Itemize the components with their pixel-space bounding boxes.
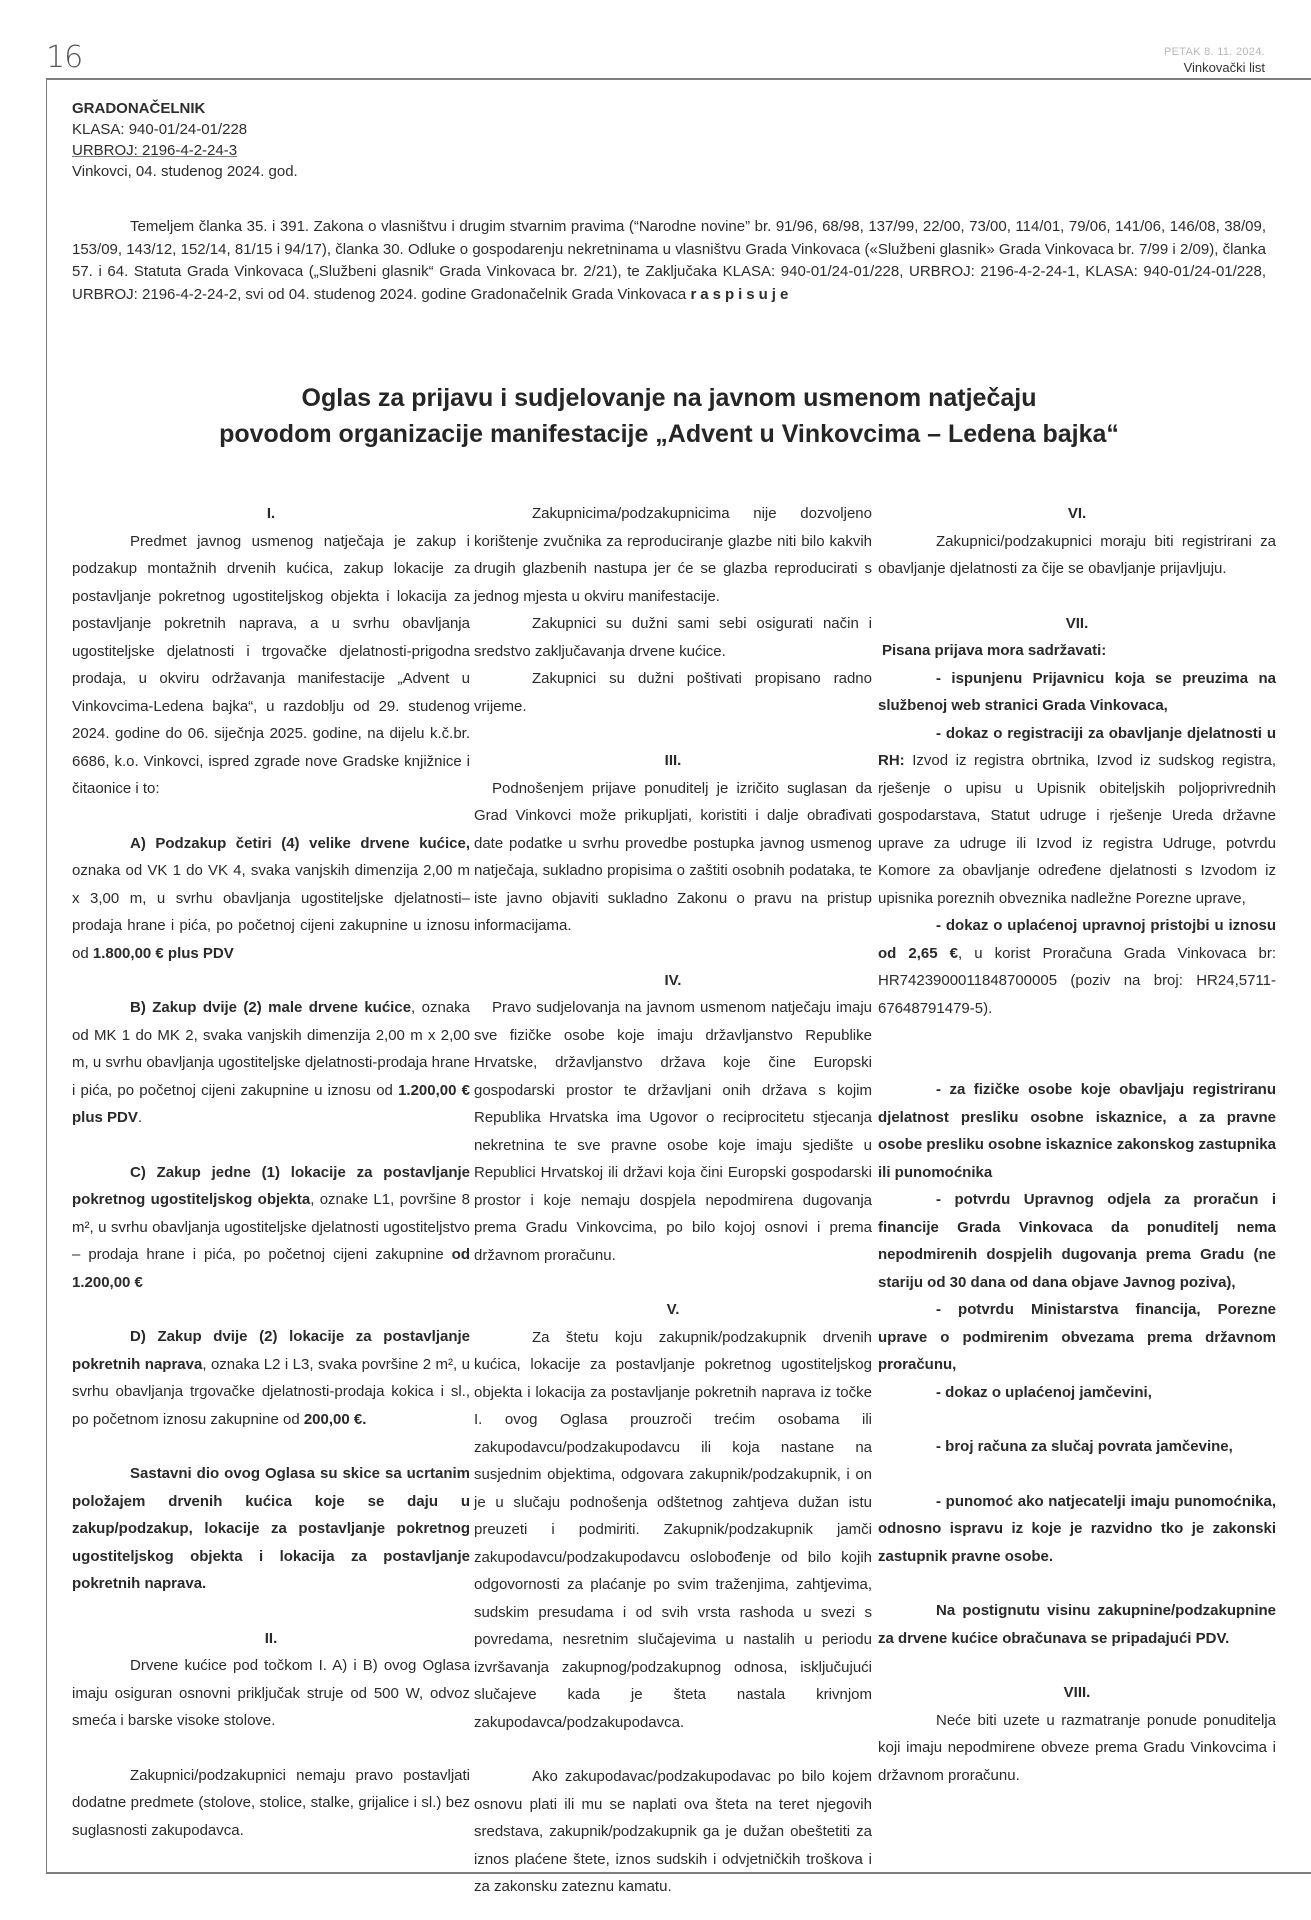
section-5-p2: Ako zakupodavac/podzakupodavac po bilo kojem osnovu plati ili mu se naplati ova šteta na teret njegovih sredstava, zakupnik/podzakupnik ga je dužan obeštetiti za iznos plaćene štete, iznos sudskih i odvjetničkih troškova i za zakonsku zateznu kamatu. bbox=[474, 1768, 872, 1895]
item-a-text: oznaka od VK 1 do VK 4, svaka vanjskih dimenzija 2,00 m x 3,00 m, u svrhu obavljanja ugostiteljske djelatnosti–prodaja hrane i pića, po početnoj cijeni zakupnine u iznosu od bbox=[72, 862, 470, 962]
urbroj: URBROJ: 2196-4-2-24-3 bbox=[72, 142, 238, 159]
item-a-price: 1.800,00 € plus PDV bbox=[92, 944, 234, 962]
section-heading-7: VII. bbox=[1065, 614, 1089, 632]
page-number: 16 bbox=[46, 40, 83, 75]
section-8-p1: Neće biti uzete u razmatranje ponude ponuditelja koji imaju nepodmirene obveze prema Gradu Vinkovcima i državnom proračunu. bbox=[878, 1711, 1276, 1784]
section-2-p5: Zakupnici su dužni poštivati propisano radno vrijeme. bbox=[474, 670, 872, 715]
item-b-price: 1.200,00 € plus PDV bbox=[72, 1081, 470, 1126]
section-2-p3: Zakupnicima/podzakupnicima nije dozvoljeno korištenje zvučnika za reproduciranje glazbe niti bilo kakvih drugih glazbenih nastupa jer će se glazba reproducirati s jednog mjesta u okviru manifestacije. bbox=[474, 505, 872, 605]
issuing-office: GRADONAČELNIK bbox=[72, 100, 206, 117]
item-b-end: . bbox=[137, 1109, 143, 1126]
place-date: Vinkovci, 04. studenog 2024. god. bbox=[72, 163, 298, 180]
vat-note: Na postignutu visinu zakupnine/podzakupnine za drvene kućice obračunava se pripadajući PDV. bbox=[878, 1602, 1276, 1647]
item-c-text: , oznake L1, površine 8 m², u svrhu obavljanja ugostiteljske djelatnosti ugostiteljstvo – prodaja hrane i pića, po početnoj cijeni zakupnine bbox=[72, 1191, 470, 1263]
column-3 bbox=[878, 500, 1276, 1789]
section-2-p4: Zakupnici su dužni sami sebi osigurati način i sredstvo zaključavanja drvene kućice. bbox=[474, 615, 872, 660]
item-a bbox=[72, 830, 470, 968]
requirement-4: - za fizičke osobe koje obavljaju registriranu djelatnost presliku osobne iskaznice, a za pravne osobe presliku osobne iskaznice zakonskog zastupnika ili punomoćnika bbox=[878, 1081, 1276, 1181]
requirement-3-text: , u korist Proračuna Grada Vinkovaca br: HR7423900011848700005 (poziv na broj: HR24,5711-67648791479-5). bbox=[878, 944, 1276, 1017]
requirement-5: - potvrdu Upravnog odjela za proračun i financije Grada Vinkovaca da ponuditelj nema nepodmirenih dospjelih dugovanja prema Gradu (ne stariju od 30 dana od dana objave Javnog poziva), bbox=[878, 1191, 1276, 1291]
title-line-2: povodom organizacije manifestacije „Advent u Vinkovcima – Ledena bajka“ bbox=[219, 420, 1119, 448]
item-a-title: A) Podzakup četiri (4) velike drvene kućice, bbox=[130, 834, 470, 852]
item-d-text: , oznaka L2 i L3, svaka površine 2 m², u svrhu obavljanja trgovačke djelatnosti-prodaja kokica i sl., po početnom iznosu zakupnine od bbox=[72, 1355, 470, 1428]
section-2-p2: Zakupnici/podzakupnici nemaju pravo postavljati dodatne predmete (stolove, stolice, stalke, grijalice i sl.) bez suglasnosti zakupodavca. bbox=[72, 1766, 470, 1839]
section-4-p1: Pravo sudjelovanja na javnom usmenom natječaju imaju sve fizičke osobe koje imaju državljanstvo Republike Hrvatske, državljanstvo država koje čine Europski gospodarski prostor te državljani onih država s kojim Republika Hrvatska ima Ugovor o reciprocitetu stjecanja nekretnina te sve pravne osobe koje imaju sjedište u Republici Hrvatskoj ili državi koja čini Europski gospodarski prostor i koje nemaju dospjela nepodmirena dugovanja prema Gradu Vinkovcima, po bilo kojoj osnovi i prema državnom proračunu. bbox=[474, 999, 872, 1264]
section-1-intro: Predmet javnog usmenog natječaja je zakup i podzakup montažnih drvenih kućica, zakup lokacije za postavljanje pokretnog ugostiteljskog objekta i lokacija za postavljanje pokretnih naprava, a u svrhu obavljanja ugostiteljske djelatnosti i trgovačke djelatnosti-prigodna prodaja, u okviru održavanja manifestacije „Advent u Vinkovcima-Ledena bajka“, u razdoblju od 29. studenog 2024. godine do 06. siječnja 2025. godine, na dijelu k.č.br. 6686, k.o. Vinkovci, ispred zgrade nove Gradske knjižnice i čitaonice i to: bbox=[72, 532, 470, 797]
column-1 bbox=[72, 500, 470, 1844]
section-3-p1: Podnošenjem prijave ponuditelj je izričito suglasan da Grad Vinkovci može prikupljati, koristiti i dalje obrađivati date podatke u svrhu provedbe postupka javnog usmenog natječaja, sukladno propisima o zaštiti osobnih podataka, te iste javno objaviti sukladno Zakonu o pravu na pristup informacijama. bbox=[474, 779, 872, 934]
issue-date: PETAK 8. 11. 2024. bbox=[1164, 46, 1265, 58]
item-b-title: B) Zakup dvije (2) male drvene kućice bbox=[130, 999, 412, 1016]
section-heading-1: I. bbox=[266, 505, 276, 522]
column-2 bbox=[474, 500, 872, 1901]
requirement-3 bbox=[878, 912, 1276, 1022]
requirement-2 bbox=[878, 720, 1276, 913]
masthead bbox=[1164, 44, 1265, 76]
publication-name: Vinkovački list bbox=[1183, 60, 1265, 75]
item-d bbox=[72, 1323, 470, 1433]
item-b bbox=[72, 994, 470, 1132]
requirement-8: - broj računa za slučaj povrata jamčevine, bbox=[936, 1438, 1233, 1455]
page-title bbox=[72, 380, 1266, 452]
section-5-p1: Za štetu koju zakupnik/podzakupnik drvenih kućica, lokacije za postavljanje pokretnog ugostiteljskog objekta i lokacija za postavljanje pokretnih naprava iz točke I. ovog Oglasa prouzroči trećim osobama ili zakupodavcu/podzakupodavcu ili koja nastane na susjednim objektima, odgovara zakupnik/podzakupnik, i on je u slučaju podnošenja odštetnog zahtjeva dužan istu preuzeti i podmiriti. Zakupnik/podzakupnik jamči zakupodavcu/podzakupodavcu oslobođenje od bilo kojih odgovornosti za plaćanje po svim traženjima, zahtjevima, sudskim presudama i od svih vrsta rashoda u svezi s povredama, nesretnim slučajevima u nastalih u periodu izvršavanja zakupnog/podzakupnog odnosa, isključujući slučajeve kada je šteta nastala krivnjom zakupodavca/podzakupodavca. bbox=[474, 1328, 872, 1731]
section-heading-6: VI. bbox=[1067, 505, 1087, 522]
section-heading-8: VIII. bbox=[1063, 1684, 1091, 1701]
document-header bbox=[72, 98, 298, 182]
section-6-p1: Zakupnici/podzakupnici moraju biti registrirani za obavljanje djelatnosti za čije se obavljanje prijavljuju. bbox=[878, 532, 1276, 577]
item-d-price: 200,00 €. bbox=[303, 1410, 367, 1428]
preamble bbox=[72, 216, 1266, 306]
requirement-6: - potvrdu Ministarstva financija, Porezne uprave o podmirenim obvezama prema državnom proračunu, bbox=[878, 1301, 1276, 1373]
section-heading-3: III. bbox=[664, 752, 682, 769]
title-line-1: Oglas za prijavu i sudjelovanje na javnom usmenom natječaju bbox=[301, 384, 1037, 412]
requirement-2-title: - dokaz o registraciji za obavljanje djelatnosti u RH: bbox=[878, 724, 1276, 769]
item-c-title: C) Zakup jedne (1) lokacije za postavljanje pokretnog ugostiteljskog objekta bbox=[72, 1163, 470, 1208]
sketch-note: Sastavni dio ovog Oglasa su skice sa ucrtanim položajem drvenih kućica koje se daju u zakup/podzakup, lokacije za postavljanje pokretnog ugostiteljskog objekta i lokacija za postavljanje pokretnih naprava. bbox=[72, 1465, 470, 1592]
item-b-text: , oznaka od MK 1 do MK 2, svaka vanjskih dimenzija 2,00 m x 2,00 m, u svrhu obavljanja ugostiteljske djelatnosti-prodaja hrane i pića, po početnoj cijeni zakupnine u iznosu od bbox=[72, 999, 470, 1099]
item-c-price: od 1.200,00 € bbox=[72, 1246, 470, 1291]
application-requirements-lead: Pisana prijava mora sadržavati: bbox=[882, 642, 1107, 659]
requirement-1: - ispunjenu Prijavnicu koja se preuzima na službenoj web stranici Grada Vinkovaca, bbox=[878, 669, 1276, 714]
requirement-3-title: - dokaz o uplaćenoj upravnoj pristojbi u iznosu od 2,65 € bbox=[878, 917, 1276, 962]
item-c bbox=[72, 1159, 470, 1297]
preamble-verb: raspisuje bbox=[690, 285, 793, 303]
section-2-p1: Drvene kućice pod točkom I. A) i B) ovog Oglasa imaju osiguran osnovni priključak struje od 500 W, odvoz smeća i barske visoke stolove. bbox=[72, 1657, 470, 1729]
requirement-9: - punomoć ako natjecatelji imaju punomoćnika, odnosno ispravu iz koje je razvidno tko je zakonski zastupnik pravne osobe. bbox=[878, 1492, 1276, 1565]
klasa: KLASA: 940-01/24-01/228 bbox=[72, 121, 248, 138]
item-d-title: D) Zakup dvije (2) lokacije za postavljanje pokretnih naprava bbox=[72, 1328, 470, 1373]
section-heading-4: IV. bbox=[664, 971, 682, 989]
requirement-7: - dokaz o uplaćenoj jamčevini, bbox=[936, 1383, 1152, 1401]
preamble-text: Temeljem članka 35. i 391. Zakona o vlasništvu i drugim stvarnim pravima (“Narodne novine” br. 91/96, 68/98, 137/99, 22/00, 73/00, 114/01, 79/06, 141/06, 146/08, 38/09, 153/09, 143/12, 152/14, 81/15 i 94/17), članka 30. Odluke o gospodarenju nekretninama u vlasništvu Grada Vinkovaca («Službeni glasnik» Grada Vinkovaca br. 7/99 i 2/09), članka 57. i 64. Statuta Grada Vinkovaca („Službeni glasnik“ Grada Vinkovaca br. 2/21), te Zaključaka KLASA: 940-01/24-01/228, URBROJ: 2196-4-2-24-1, KLASA: 940-01/24-01/228, URBROJ: 2196-4-2-24-2, svi od 04. studenog 2024. godine Gradonačelnik Grada Vinkovaca bbox=[72, 218, 1266, 303]
section-heading-2: II. bbox=[264, 1629, 278, 1647]
requirement-2-text: Izvod iz registra obrtnika, Izvod iz sudskog registra, rješenje o upisu u Upisnik obiteljskih poljoprivrednih gospodarstava, Statut udruge i rješenje Ureda državne uprave za udruge ili Izvod iz registra Udruge, potvrdu Komore za obavljanje određene djelatnosti s Izvodom iz upisnika poreznih obveznika nadležne Porezne uprave, bbox=[878, 752, 1276, 907]
section-heading-5: V. bbox=[666, 1301, 680, 1318]
